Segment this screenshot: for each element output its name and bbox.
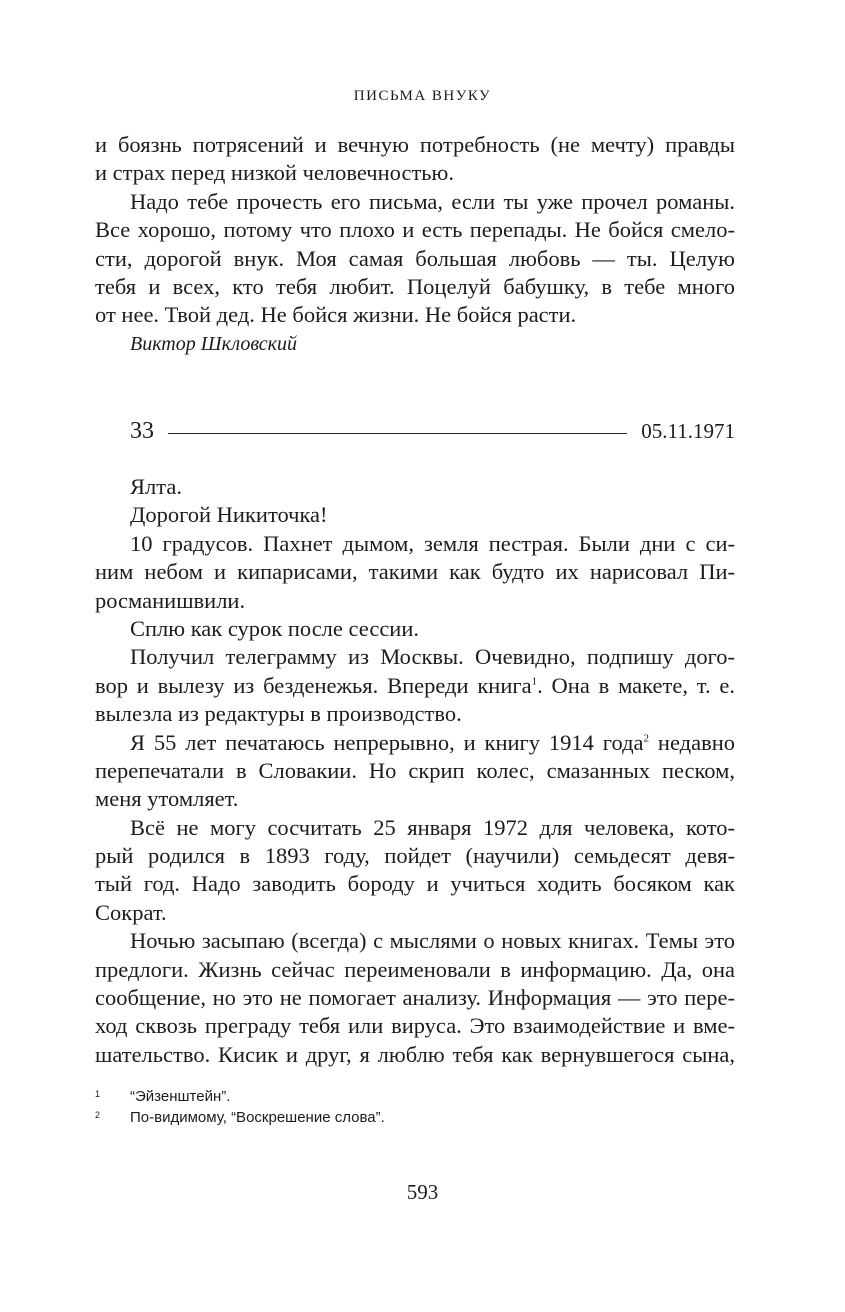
- text-line: предлоги. Жизнь сейчас переименовали в информацию. Да, она: [95, 956, 735, 982]
- text-line: Надо тебе прочесть его письма, если ты уже прочел романы.: [130, 188, 735, 214]
- text-line: меня утомляет.: [95, 786, 239, 812]
- text-line: сти, дорогой внук. Моя самая большая любовь — ты. Целую: [95, 245, 735, 271]
- text-line: тый год. Надо заводить бороду и учиться ходить босяком как: [95, 871, 735, 897]
- header-rule: [168, 433, 627, 434]
- text-run: . Она в макете, т. е.: [537, 672, 735, 698]
- text-line-with-footnote: [95, 729, 735, 757]
- signature: Виктор Шкловский: [130, 332, 297, 355]
- letter-greeting: Дорогой Никиточка!: [130, 502, 328, 528]
- text-line: Всё не могу сосчитать 25 января 1972 для человека, кото-: [130, 814, 735, 840]
- letter-body: [95, 473, 735, 1069]
- footnote-mark: 2: [95, 1110, 101, 1120]
- letter-date: 05.11.1971: [641, 418, 735, 443]
- text-line: рый родился в 1893 году, пойдет (научили) семьдесят девя-: [95, 843, 735, 869]
- footnote: [95, 1086, 735, 1107]
- footnote-ref-2: 2: [643, 732, 650, 745]
- text-run: Я 55 лет печатаюсь непрерывно, и книгу 1914 года: [130, 729, 644, 755]
- running-head: ПИСЬМА ВНУКУ: [353, 88, 492, 104]
- letter-place: Ялта.: [130, 474, 182, 499]
- text-line: росманишвили.: [95, 587, 246, 613]
- page-number: 593: [406, 1180, 439, 1204]
- text-line: Сплю как сурок после сессии.: [130, 615, 420, 641]
- text-line: ним небом и кипарисами, такими как будто их нарисовал Пи-: [95, 559, 735, 585]
- top-text-block: [95, 131, 735, 358]
- footnote: [95, 1107, 735, 1128]
- text-line: вылезла из редактуры в производство.: [95, 701, 462, 727]
- text-line-with-footnote: [95, 672, 735, 700]
- text-line: перепечатали в Словакии. Но скрип колес, смазанных песком,: [95, 757, 735, 783]
- text-line: Получил телеграмму из Москвы. Очевидно, подпишу дого-: [130, 644, 735, 670]
- footnotes: [95, 1086, 735, 1128]
- text-line: ход сквозь преграду тебя или вируса. Это взаимодействие и вме-: [95, 1013, 735, 1039]
- text-line: Ночью засыпаю (всегда) с мыслями о новых книгах. Темы это: [130, 928, 735, 954]
- footnote-text: “Эйзенштейн”.: [130, 1088, 231, 1105]
- letter-number: 33: [130, 417, 154, 444]
- text-line: Сократ.: [95, 899, 167, 925]
- letter-header: [130, 414, 735, 448]
- text-line: шательство. Кисик и друг, я люблю тебя как вернувшегося сына,: [95, 1041, 735, 1067]
- text-run: недавно: [649, 729, 735, 755]
- footnote-ref-1: 1: [531, 675, 538, 688]
- text-line: и боязнь потрясений и вечную потребность (не мечту) правды: [95, 132, 735, 157]
- text-line: сообщение, но это не помогает анализу. Информация — это пере-: [95, 985, 735, 1011]
- text-line: тебя и всех, кто тебя любит. Поцелуй бабушку, в тебе много: [95, 273, 735, 299]
- text-line: Все хорошо, потому что плохо и есть перепады. Не бойся смело-: [95, 217, 735, 243]
- footnote-mark: 1: [95, 1089, 101, 1099]
- text-line: и страх перед низкой человечностью.: [95, 160, 454, 186]
- footnote-text: По-видимому, “Воскрешение слова”.: [130, 1109, 385, 1126]
- text-line: 10 градусов. Пахнет дымом, земля пестрая. Были дни с си-: [130, 530, 735, 556]
- text-run: вор и вылезу из безденежья. Впереди книга: [95, 672, 532, 698]
- text-line: от нее. Твой дед. Не бойся жизни. Не бойся расти.: [95, 302, 577, 328]
